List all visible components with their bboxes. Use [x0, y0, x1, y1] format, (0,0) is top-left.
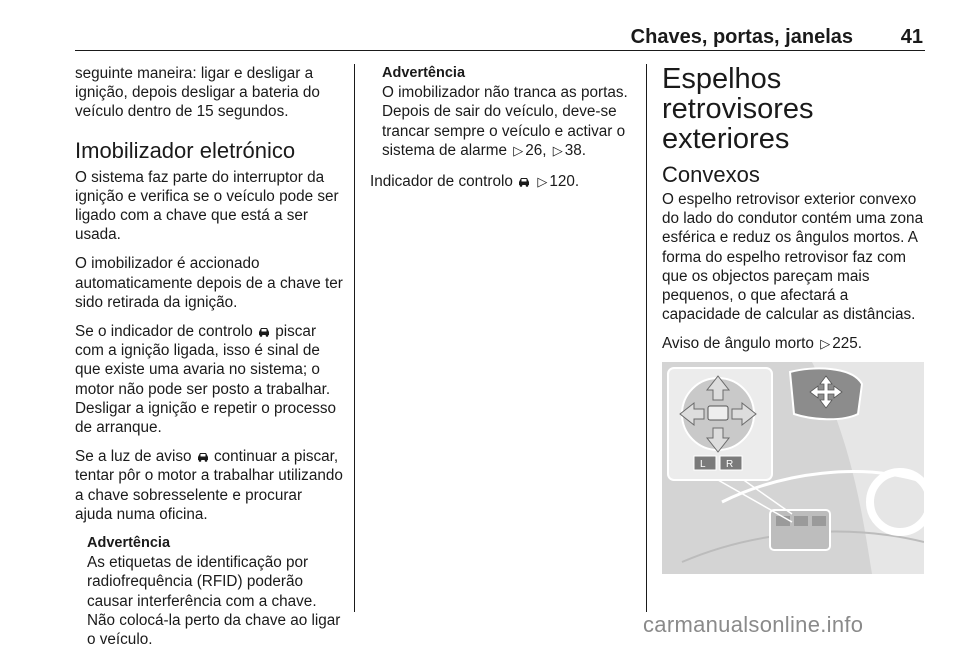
warning-title: Advertência	[87, 535, 171, 552]
door-panel-drawing	[662, 362, 924, 574]
paragraph: O sistema faz parte do interruptor da ignição e verifica se o veículo pode ser ligado com a chave que está a ser usada.	[75, 168, 339, 244]
blind-spot-line: Aviso de ângulo morto ▷ 225.	[662, 335, 862, 353]
left-label: L	[700, 459, 706, 470]
triangle-right-icon: ▷	[513, 142, 524, 158]
mirrors-heading: Espelhos retrovisores exteriores	[662, 63, 814, 155]
left-column	[75, 64, 343, 659]
car-key-icon	[257, 325, 271, 337]
warning-title: Advertência	[382, 65, 466, 81]
convex-subheading: Convexos	[662, 162, 760, 187]
section-title: Chaves, portas, janelas	[630, 26, 853, 48]
middle-column	[370, 64, 636, 201]
triangle-right-icon: ▷	[820, 336, 831, 352]
page-ref[interactable]: 38	[564, 141, 582, 159]
warning-text: O imobilizador não tranca as portas. Depois de sair do veículo, deve-se trancar sempre o veículo e activar o sistema de alarme ▷ 26, ▷ 38.	[382, 84, 628, 159]
page-ref[interactable]: 120	[549, 173, 575, 191]
right-column	[662, 64, 928, 398]
indicator-line: Indicador de controlo ▷ 120.	[370, 173, 580, 191]
triangle-right-icon: ▷	[537, 174, 548, 190]
page-ref[interactable]: 225	[832, 335, 858, 353]
warning-box	[87, 534, 343, 649]
paragraph: Se a luz de aviso continuar a piscar, tentar pôr o motor a trabalhar utilizando a chave sobresselente e procurar ajuda numa oficina.	[75, 448, 343, 523]
car-key-icon	[196, 450, 210, 462]
page-number: 41	[900, 26, 923, 48]
right-label: R	[726, 459, 734, 470]
column-divider-2	[646, 64, 647, 612]
page-ref[interactable]: 26	[525, 141, 543, 159]
header-rule	[75, 50, 925, 51]
immobilizer-heading: Imobilizador eletrónico	[75, 137, 296, 163]
column-divider-1	[354, 64, 355, 612]
paragraph: Se o indicador de controlo piscar com a ignição ligada, isso é sinal de que existe uma avaria no sistema; o motor não pode ser posto a trabalhar. Desligar a ignição e repetir o processo de arranque.	[75, 323, 337, 437]
mirror-adjust-illustration	[662, 362, 924, 574]
warning-box	[382, 64, 636, 160]
paragraph: O espelho retrovisor exterior convexo do lado do condutor contém uma zona esférica e reduz os ângulos mortos. A forma do espelho retrovisor faz com que os objectos pareçam mais pequenos, o que afectará a capacidade de calcular as distâncias.	[662, 191, 924, 324]
warning-text: As etiquetas de identificação por radiofrequência (RFID) poderão causar interferência com a chave. Não colocá-la perto da chave ao ligar o veículo.	[87, 554, 341, 649]
intro-paragraph: seguinte maneira: ligar e desligar a ignição, depois desligar a bateria do veículo dentro de 15 segundos.	[75, 65, 320, 121]
page-header	[75, 22, 925, 52]
triangle-right-icon: ▷	[552, 142, 563, 158]
watermark: carmanualsonline.info	[643, 612, 864, 637]
paragraph: O imobilizador é accionado automaticamente depois de a chave ter sido retirada da ignição.	[75, 255, 343, 311]
car-key-icon	[517, 175, 531, 187]
